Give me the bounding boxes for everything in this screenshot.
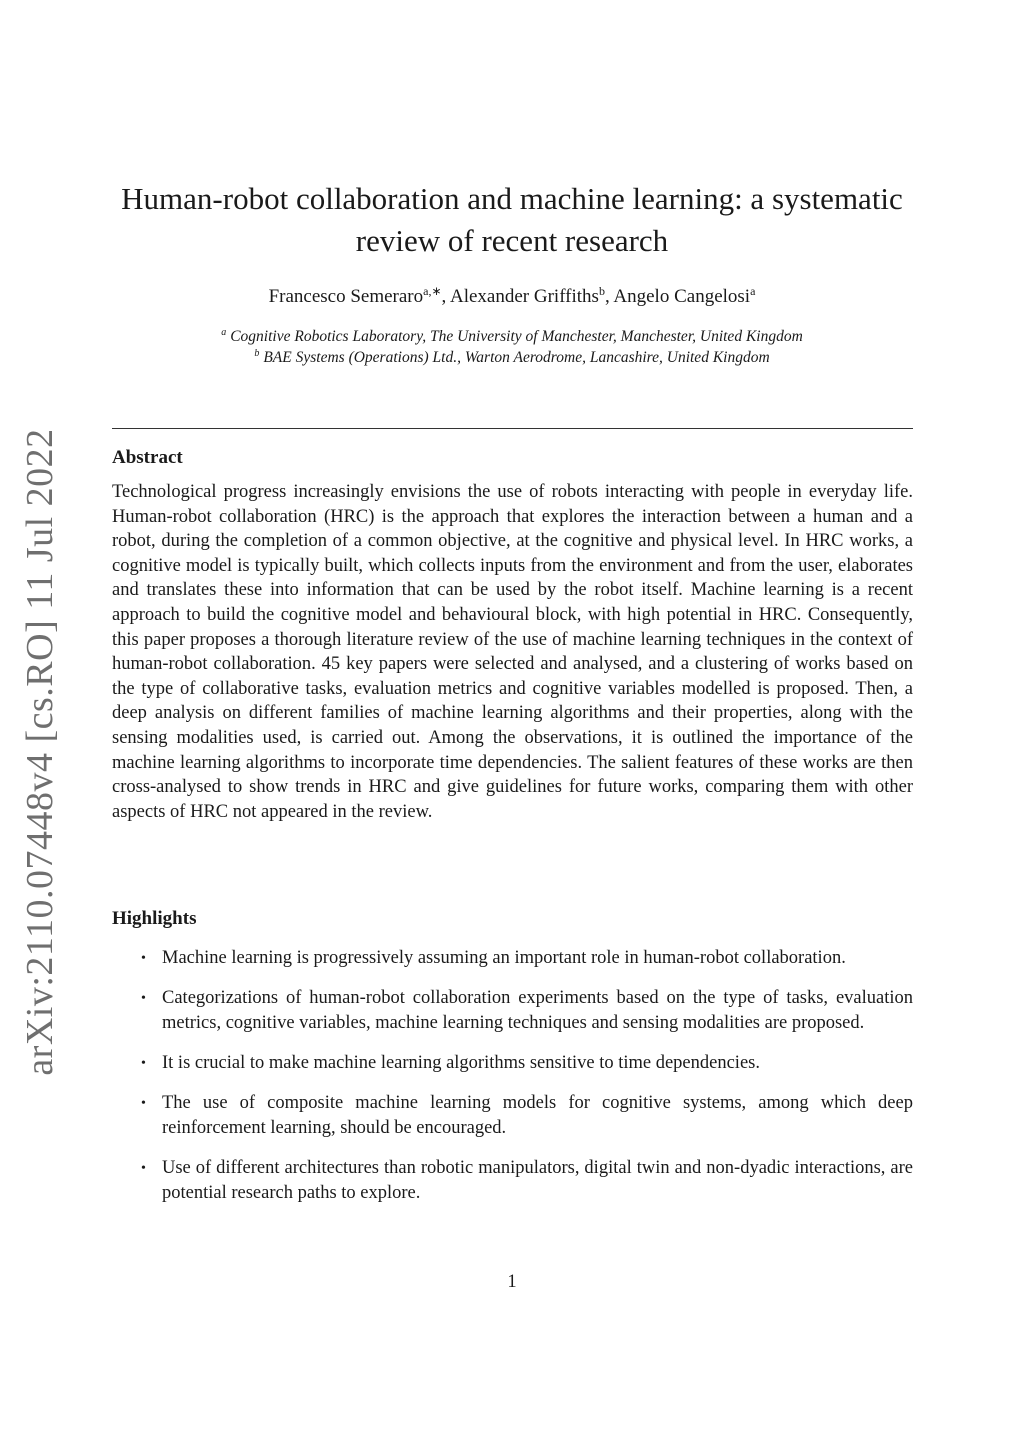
affiliation-list: [112, 326, 912, 368]
author-affiliation-mark: b: [598, 284, 605, 298]
affiliation-text: BAE Systems (Operations) Ltd., Warton Aerodrome, Lancashire, United Kingdom: [263, 349, 770, 366]
highlights-heading: Highlights: [112, 908, 197, 929]
bullet-icon: •: [141, 1161, 146, 1176]
author-list: Francesco Semeraro$^{a,∗}$, Alexander Griffiths$^b$, Angelo Cangelosi$^a$: [268, 284, 756, 307]
highlight-item: [112, 1051, 913, 1076]
author-affiliation-mark: a: [750, 284, 756, 298]
highlight-item: [112, 986, 913, 1036]
affiliation-line: [112, 347, 912, 368]
abstract-heading: Abstract: [112, 447, 183, 468]
author-name: Francesco Semeraro: [268, 286, 424, 307]
bullet-icon: •: [141, 991, 146, 1006]
highlight-item: [112, 1091, 913, 1141]
abstract-body: Technological progress increasingly envisions the use of robots interacting with people in everyday life. Human-robot collaboration (HRC) is the approach that explores the interaction between a human and a robot, during the completion of a common objective, at the cognitive and physical level. In HRC works, a cognitive model is typically built, which collects inputs from the environment and from the user, elaborates and translates these into information that can be used by the robot itself. Machine learning is a recent approach to build the cognitive model and behavioural block, with high potential in HRC. Consequently, this paper proposes a thorough literature review of the use of machine learning techniques in the context of human-robot collaboration. 45 key papers were selected and analysed, and a clustering of works based on the type of collaborative tasks, evaluation metrics and cognitive variables modelled is proposed. Then, a deep analysis on different families of machine learning algorithms and their properties, along with the sensing modalities used, is carried out. Among the observations, it is outlined the importance of the machine learning algorithms to incorporate time dependencies. The salient features of these works are then cross-analysed to show trends in HRC and give guidelines for future works, comparing them with other aspects of HRC not appeared in the review.: [112, 482, 913, 822]
highlight-text: It is crucial to make machine learning algorithms sensitive to time dependencies.: [162, 1053, 760, 1073]
highlight-item: [112, 946, 913, 971]
highlight-text: The use of composite machine learning models for cognitive systems, among which deep reinforcement learning, should be encouraged.: [162, 1093, 913, 1138]
bullet-icon: •: [141, 951, 146, 966]
bullet-icon: •: [141, 1056, 146, 1071]
author-affiliation-mark: a,∗: [423, 284, 442, 298]
highlight-text: Categorizations of human-robot collaboration experiments based on the type of tasks, evaluation metrics, cognitive variables, machine learning techniques and sensing modalities are proposed.: [162, 988, 913, 1033]
highlight-text: Machine learning is progressively assuming an important role in human-robot collaboration.: [162, 948, 846, 968]
page-number: 1: [507, 1272, 517, 1292]
affiliation-text: Cognitive Robotics Laboratory, The University of Manchester, Manchester, United Kingdom: [230, 328, 803, 345]
highlight-item: [112, 1156, 913, 1206]
arxiv-identifier-stamp: arXiv:2110.07448v4 [cs.RO] 11 Jul 2022: [19, 428, 61, 1076]
section-divider: [112, 428, 913, 429]
affiliation-line: [112, 326, 912, 347]
highlights-list: [112, 946, 913, 1221]
author-name: Angelo Cangelosi: [613, 286, 751, 307]
affiliation-mark: a: [221, 327, 227, 338]
bullet-icon: •: [141, 1096, 146, 1111]
highlight-text: Use of different architectures than robotic manipulators, digital twin and non-dyadic interactions, are potential research paths to explore.: [162, 1158, 913, 1203]
affiliation-mark: b: [254, 348, 260, 359]
paper-title: Human-robot collaboration and machine learning: a systematic review of recent research: [121, 181, 903, 258]
author-name: Alexander Griffiths: [449, 286, 599, 307]
